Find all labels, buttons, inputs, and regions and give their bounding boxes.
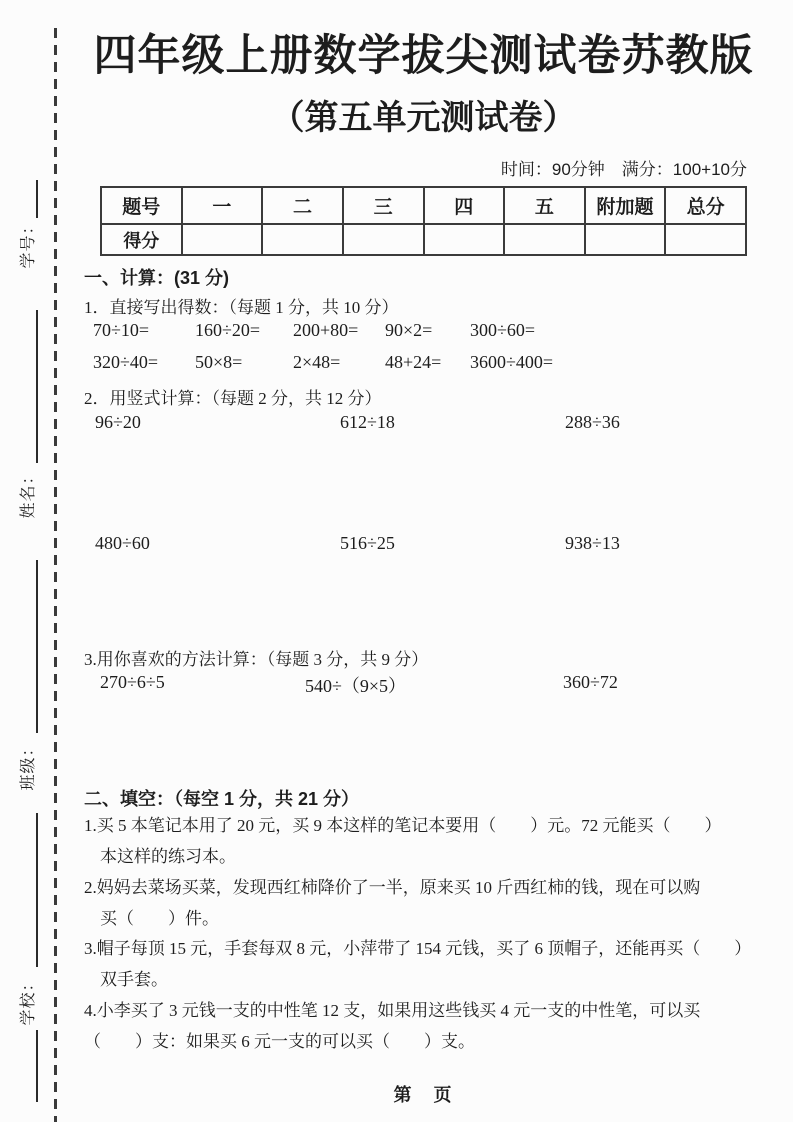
- fill-question-2: [84, 872, 763, 934]
- calc-problem: 300÷60=: [470, 320, 536, 340]
- binding-dashed-line: [54, 28, 57, 1122]
- score-table-header-cell: 总分: [665, 187, 746, 224]
- student-number-label: 学号：: [20, 217, 37, 269]
- student-info-blank-line: [36, 1030, 38, 1102]
- question-line: （ ）支：如果买 6 元一支的可以买（ ）支。: [84, 1032, 475, 1051]
- score-table-header-cell: 附加题: [585, 187, 666, 224]
- question-line: 4.小李买了 3 元钱一支的中性笔 12 支，如果用这些钱买 4 元一支的中性笔，可以买: [84, 1001, 701, 1020]
- calc-problem: 612÷18: [340, 412, 395, 432]
- calc-problem: 3600÷400=: [470, 352, 554, 372]
- score-empty-cell: [343, 224, 424, 255]
- calc-problem: 270÷6÷5: [100, 672, 165, 692]
- paper-subtitle: （第五单元测试卷）: [270, 99, 577, 137]
- calc-problem: 288÷36: [565, 412, 620, 432]
- vertical-calc-row-2: [84, 533, 763, 554]
- question-line: 本这样的练习本。: [100, 847, 236, 866]
- question-line: 双手套。: [100, 970, 168, 989]
- score-empty-cell: [262, 224, 343, 255]
- score-empty-cell: [424, 224, 505, 255]
- score-empty-cell: [504, 224, 585, 255]
- calc-problem: 320÷40=: [93, 352, 159, 372]
- calc-problem: 2×48=: [293, 352, 341, 372]
- fill-question-4: [84, 995, 763, 1057]
- question-line: 2.妈妈去菜场买菜，发现西红柿降价了一半，原来买 10 斤西红柿的钱，现在可以购: [84, 878, 701, 897]
- fill-question-3: [84, 933, 763, 995]
- question-line: 3.帽子每顶 15 元，手套每双 8 元，小萍带了 154 元钱，买了 6 顶帽子，还能再买（ ）: [84, 939, 752, 958]
- method-calc-row: [84, 672, 763, 698]
- score-table: [100, 186, 747, 256]
- student-info-blank-line: [36, 560, 38, 733]
- calc-problem: 70÷10=: [93, 320, 150, 340]
- student-name-label: 姓名：: [20, 467, 37, 519]
- score-table-header-cell: 一: [182, 187, 263, 224]
- calc-problem: 160÷20=: [195, 320, 261, 340]
- fill-question-1: [84, 810, 763, 872]
- calc-problem: 516÷25: [340, 533, 395, 553]
- section1-heading: 一、计算：(31 分): [84, 268, 230, 288]
- time-and-score-info: 时间：90分钟 满分：100+10分: [500, 160, 747, 179]
- calc-problem: 200+80=: [293, 320, 359, 340]
- calc-problem: 480÷60: [95, 533, 150, 553]
- score-empty-cell: [665, 224, 746, 255]
- score-table-header-cell: 五: [504, 187, 585, 224]
- student-info-blank-line: [36, 180, 38, 218]
- calc-problem: 360÷72: [563, 672, 618, 692]
- question-line: 买（ ）件。: [100, 909, 219, 928]
- oral-calc-row-2: [84, 352, 763, 373]
- score-table-header-cell: 二: [262, 187, 343, 224]
- score-table-header-cell: 四: [424, 187, 505, 224]
- oral-calc-row-1: [84, 320, 763, 341]
- paper-content: [84, 0, 763, 1122]
- score-row-label: 得分: [101, 224, 182, 255]
- score-empty-cell: [585, 224, 666, 255]
- item3-heading: 3.用你喜欢的方法计算：（每题 3 分，共 9 分）: [84, 650, 429, 669]
- section2-heading: 二、填空：（每空 1 分，共 21 分）: [84, 789, 360, 809]
- vertical-calc-row-1: [84, 412, 763, 433]
- score-empty-cell: [182, 224, 263, 255]
- calc-problem: 50×8=: [195, 352, 243, 372]
- question-line: 1.买 5 本笔记本用了 20 元，买 9 本这样的笔记本要用（ ）元。72 元能买（ ）: [84, 816, 722, 835]
- score-table-header-row: [101, 187, 746, 224]
- page-footer: 第 页: [393, 1085, 454, 1105]
- calc-problem: 96÷20: [95, 412, 141, 432]
- score-table-header-cell: 题号: [101, 187, 182, 224]
- item2-heading: 2．用竖式计算：（每题 2 分，共 12 分）: [84, 389, 382, 408]
- calc-problem: 938÷13: [565, 533, 620, 553]
- calc-problem: 90×2=: [385, 320, 433, 340]
- school-label: 学校：: [20, 974, 37, 1026]
- class-label: 班级：: [20, 739, 37, 791]
- item1-heading: 1．直接写出得数：（每题 1 分，共 10 分）: [84, 298, 399, 317]
- student-info-blank-line: [36, 310, 38, 463]
- student-info-blank-line: [36, 813, 38, 967]
- score-table-score-row: [101, 224, 746, 255]
- calc-problem: 540÷（9×5）: [305, 676, 407, 696]
- score-table-header-cell: 三: [343, 187, 424, 224]
- calc-problem: 48+24=: [385, 352, 442, 372]
- paper-title: 四年级上册数学拔尖测试卷苏教版: [93, 32, 754, 80]
